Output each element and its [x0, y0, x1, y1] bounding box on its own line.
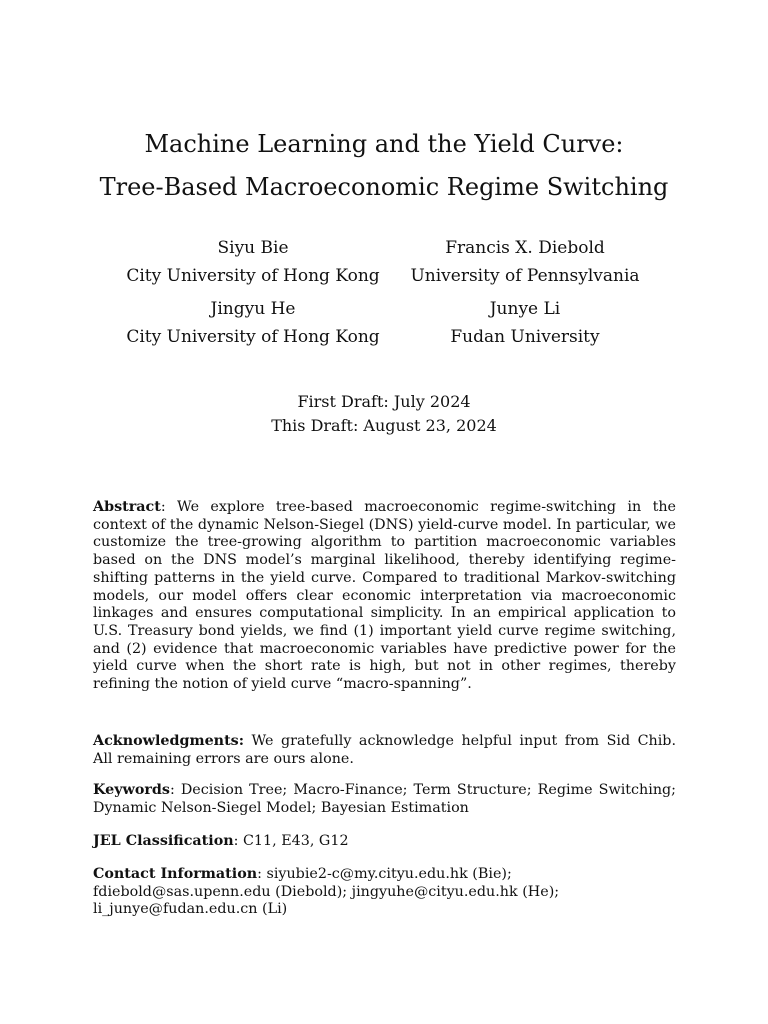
keywords-text: : Decision Tree; Macro-Finance; Term Structure; Regime Switching; Dynamic Nelson-Siegel Model; Bayesian Estimation	[93, 782, 676, 816]
author-name: Junye Li	[489, 299, 561, 319]
author-block	[103, 234, 403, 290]
keywords-label: Keywords	[93, 782, 170, 798]
contact-text: : siyubie2-c@my.cityu.edu.hk (Bie); fdiebold@sas.upenn.edu (Diebold); jingyuhe@cityu.edu.hk (He); li_junye@fudan.edu.cn (Li)	[93, 866, 560, 918]
contact-label: Contact Information	[93, 866, 258, 882]
contact-information	[93, 866, 676, 919]
author-block	[375, 295, 675, 351]
keywords	[93, 782, 676, 817]
author-affiliation: Fudan University	[450, 327, 600, 347]
author-name: Siyu Bie	[217, 238, 289, 258]
acknowledgments-label: Acknowledgments:	[93, 733, 245, 749]
title-line-2: Tree-Based Macroeconomic Regime Switching	[99, 173, 669, 201]
jel-label: JEL Classification	[93, 833, 234, 849]
abstract-text: : We explore tree-based macroeconomic regime-switching in the context of the dynamic Nelson-Siegel (DNS) yield-curve model. In particular, we customize the tree-growing algorithm to partition macroeconomic variables based on the DNS model’s marginal likelihood, thereby identifying regime-shifting patterns in the yield curve. Compared to traditional Markov-switching models, our model offers clear economic interpretation via macroeconomic linkages and ensures computational simplicity. In an empirical application to U.S. Treasury bond yields, we find (1) important yield curve regime switching, and (2) evidence that macroeconomic variables have predictive power for the yield curve when the short rate is high, but not in other regimes, thereby refining the notion of yield curve “macro-spanning”.	[93, 499, 676, 693]
author-affiliation: City University of Hong Kong	[126, 327, 380, 347]
abstract-label: Abstract	[93, 499, 161, 515]
first-draft-date: First Draft: July 2024	[297, 392, 471, 411]
author-name: Jingyu He	[210, 299, 296, 319]
author-affiliation: University of Pennsylvania	[410, 266, 640, 286]
jel-text: : C11, E43, G12	[233, 833, 349, 849]
acknowledgments-text: We gratefully acknowledge helpful input from Sid Chib. All remaining errors are ours alone.	[93, 733, 676, 767]
author-affiliation: City University of Hong Kong	[126, 266, 380, 286]
author-block	[375, 234, 675, 290]
abstract	[93, 499, 676, 694]
author-name: Francis X. Diebold	[445, 238, 605, 258]
draft-dates	[0, 390, 768, 438]
author-block	[103, 295, 403, 351]
this-draft-date: This Draft: August 23, 2024	[271, 416, 497, 435]
acknowledgments	[93, 733, 676, 768]
jel-classification	[93, 833, 676, 851]
title-line-1: Machine Learning and the Yield Curve:	[144, 130, 624, 158]
